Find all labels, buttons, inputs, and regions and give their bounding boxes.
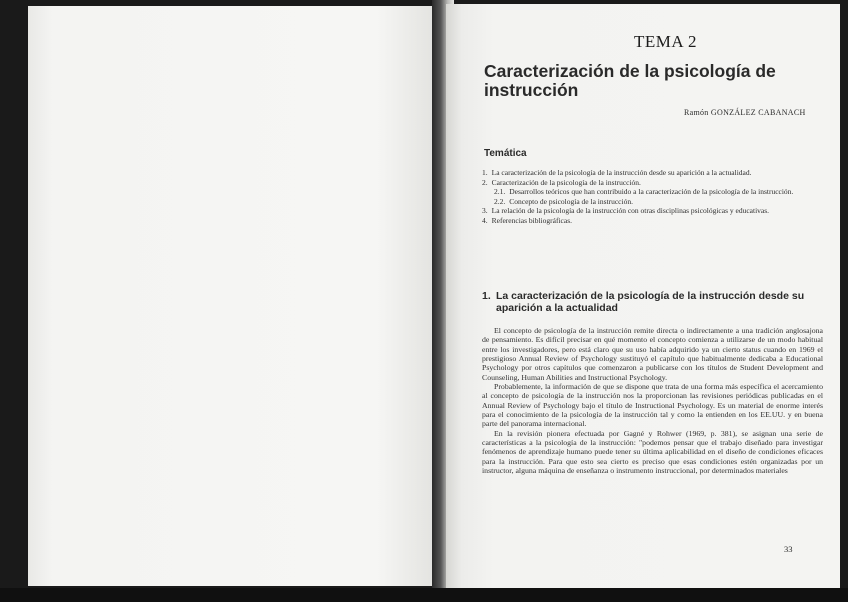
section-number: 1. [482,290,491,302]
toc-item-number: 2. [482,177,488,187]
body-text [482,326,823,476]
toc-item-number: 2.1. [494,187,506,196]
paragraph: El concepto de psicología de la instrucción remite directa o indirectamente a una tradición anglosajona de pensamiento. Es difícil precisar en qué momento el concepto comienza a utilizarse de un modo habitual entre los investigadores, pero está claro que su uso había adquirido ya un cierto status cuando en 1969 el prestigioso Annual Review of Psychology sustituyó el capítulo que habitualmente dedicaba a Educational Psychology por otros capítulos que comenzaron a publicarse con los títulos de Student Development and Counseling, Human Abilities and Instructional Psychology. [482,326,823,382]
left-blank-page [28,6,438,586]
section-heading [482,290,812,314]
toc-item [482,216,822,226]
toc-item-text: Desarrollos teóricos que han contribuido a la caracterización de la psicología de la instrucción. [509,187,794,196]
toc-item-text: Caracterización de la psicología de la instrucción. [491,177,641,187]
toc-item [482,197,822,207]
toc-item-text: Referencias bibliográficas. [491,215,573,225]
toc-item [482,178,822,188]
tematica-list [482,168,822,225]
toc-item-text: La caracterización de la psicología de la instrucción desde su aparición a la actualidad. [491,168,752,177]
page-number: 33 [784,544,793,554]
toc-item-text: Concepto de psicología de la instrucción. [509,196,633,206]
toc-item-number: 1. [482,168,488,177]
toc-item-number: 4. [482,215,488,225]
tematica-heading: Temática [484,148,527,159]
chapter-title: Caracterización de la psicología de instrucción [484,61,776,100]
scan-bottom-edge [0,588,848,602]
toc-item [482,187,822,197]
right-page [446,4,840,588]
chapter-label: TEMA 2 [634,32,697,51]
section-title: La caracterización de la psicología de la instrucción desde su aparición a la actualidad [496,290,805,314]
author-name: Ramón GONZÁLEZ CABANACH [684,108,806,117]
paragraph: En la revisión pionera efectuada por Gagné y Rohwer (1969, p. 381), se asignan una serie de características a la psicología de la instrucción: "podemos pensar que el trabajo diseñado para investigar fenómenos de aprendizaje humano puede tener su última aplicabilidad en el diseño de condiciones eficaces para la instrucción. Para que esto sea cierto es preciso que esas condiciones estén organizadas por un instructor, alguna máquina de enseñanza o instrumento instruccional, por determinados materiales [482,428,823,476]
paragraph: Probablemente, la información de que se dispone que trata de una forma más específica el acercamiento al concepto de psicología de la instrucción nos la proporcionan las revisiones periódicas publicadas en el Annual Review of Psychology bajo el título de Instructional Psychology. Es un material de enorme interés para el conocimiento de la psicología de la instrucción tal y como la entienden en los EE.UU. y en buena parte del panorama internacional. [482,382,823,429]
toc-item [482,206,822,216]
toc-item-number: 3. [482,206,488,215]
toc-item [482,168,822,178]
toc-item-number: 2.2. [494,196,506,206]
toc-item-text: La relación de la psicología de la instrucción con otras disciplinas psicológicas y educativas. [491,206,770,215]
